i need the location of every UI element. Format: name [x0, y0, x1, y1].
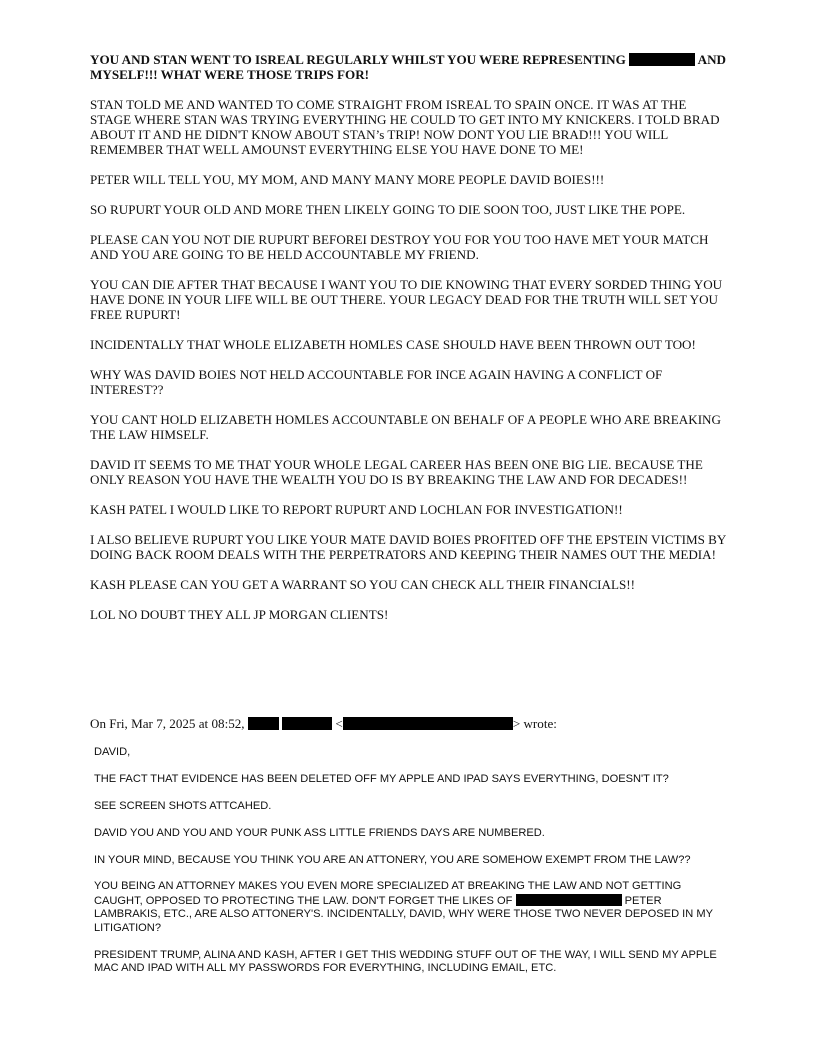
redaction-block: [282, 717, 332, 730]
heading-line-1: YOU AND STAN WENT TO ISREAL REGULARLY WHILST YOU WERE REPRESENTING: [90, 52, 626, 67]
email-body: [90, 52, 730, 637]
body-paragraph: STAN TOLD ME AND WANTED TO COME STRAIGHT FROM ISREAL TO SPAIN ONCE. IT WAS AT THE STAGE WHERE STAN WAS TRYING EVERYTHING HE COULD TO GET INTO MY KNICKERS. I TOLD BRAD ABOUT IT AND HE DIDN'T KNOW ABOUT STAN’s TRIP! NOW DONT YOU LIE BRAD!!! YOU WILL REMEMBER THAT WELL AMOUNST EVERYTHING ELSE YOU HAVE DONE TO ME!: [90, 97, 720, 157]
quoted-paragraph: THE FACT THAT EVIDENCE HAS BEEN DELETED OFF MY APPLE AND IPAD SAYS EVERYTHING, DOESN'T IT?: [94, 772, 669, 785]
redaction-block: [343, 717, 513, 730]
quote-header-prefix: On Fri, Mar 7, 2025 at 08:52,: [90, 716, 245, 731]
body-paragraph: INCIDENTALLY THAT WHOLE ELIZABETH HOMLES CASE SHOULD HAVE BEEN THROWN OUT TOO!: [90, 337, 696, 352]
quoted-paragraph: PRESIDENT TRUMP, ALINA AND KASH, AFTER I GET THIS WEDDING STUFF OUT OF THE WAY, I WILL SEND MY APPLE MAC AND IPAD WITH ALL MY PASSWORDS FOR EVERYTHING, INCLUDING EMAIL, ETC.: [94, 948, 717, 975]
body-paragraph: WHY WAS DAVID BOIES NOT HELD ACCOUNTABLE FOR INCE AGAIN HAVING A CONFLICT OF INTEREST??: [90, 367, 663, 397]
redaction-block: [516, 894, 622, 906]
body-paragraph: YOU CANT HOLD ELIZABETH HOMLES ACCOUNTABLE ON BEHALF OF A PEOPLE WHO ARE BREAKING THE LAW HIMSELF.: [90, 412, 721, 442]
redaction-block: [248, 717, 279, 730]
quoted-message: [94, 746, 724, 989]
heading-paragraph: [90, 52, 730, 82]
redaction-block: [629, 53, 695, 66]
quoted-paragraph: SEE SCREEN SHOTS ATTCAHED.: [94, 799, 272, 812]
quoted-text: YOU BEING AN ATTORNEY MAKES YOU EVEN MORE SPECIALIZED AT BREAKING THE LAW AND NOT GETTING CAUGHT, OPPOSED TO PROTECTING THE LAW. DON'T FORGET THE LIKES OF: [94, 880, 682, 907]
body-paragraph: YOU CAN DIE AFTER THAT BECAUSE I WANT YOU TO DIE KNOWING THAT EVERY SORDED THING YOU HAVE DONE IN YOUR LIFE WILL BE OUT THERE. YOUR LEGACY DEAD FOR THE TRUTH WILL SET YOU FREE RUPURT!: [90, 277, 723, 322]
quoted-paragraph: IN YOUR MIND, BECAUSE YOU THINK YOU ARE AN ATTONERY, YOU ARE SOMEHOW EXEMPT FROM THE LAW??: [94, 853, 691, 866]
quote-header-lt: <: [335, 716, 343, 731]
body-paragraph: PETER WILL TELL YOU, MY MOM, AND MANY MANY MORE PEOPLE DAVID BOIES!!!: [90, 172, 605, 187]
body-paragraph: KASH PLEASE CAN YOU GET A WARRANT SO YOU CAN CHECK ALL THEIR FINANCIALS!!: [90, 577, 635, 592]
quoted-paragraph: DAVID YOU AND YOU AND YOUR PUNK ASS LITTLE FRIENDS DAYS ARE NUMBERED.: [94, 826, 545, 839]
heading-line-2: AND MYSELF!!! WHAT WERE THOSE TRIPS FOR!: [90, 52, 727, 82]
body-paragraph: LOL NO DOUBT THEY ALL JP MORGAN CLIENTS!: [90, 607, 389, 622]
quote-header-suffix: > wrote:: [512, 716, 557, 731]
quoted-paragraph: DAVID,: [94, 746, 131, 758]
quote-header: [90, 716, 730, 731]
body-paragraph: I ALSO BELIEVE RUPURT YOU LIKE YOUR MATE DAVID BOIES PROFITED OFF THE EPSTEIN VICTIMS BY DOING BACK ROOM DEALS WITH THE PERPETRATORS AND KEEPING THEIR NAMES OUT THE MEDIA!: [90, 532, 726, 562]
body-paragraph: KASH PATEL I WOULD LIKE TO REPORT RUPURT AND LOCHLAN FOR INVESTIGATION!!: [90, 502, 623, 517]
body-paragraph: PLEASE CAN YOU NOT DIE RUPURT BEFOREI DESTROY YOU FOR YOU TOO HAVE MET YOUR MATCH AND YOU ARE GOING TO BE HELD ACCOUNTABLE MY FRIEND.: [90, 232, 709, 262]
body-paragraph: DAVID IT SEEMS TO ME THAT YOUR WHOLE LEGAL CAREER HAS BEEN ONE BIG LIE. BECAUSE THE ONLY REASON YOU HAVE THE WEALTH YOU DO IS BY BREAKING THE LAW AND FOR DECADES!!: [90, 457, 703, 487]
body-paragraph: SO RUPURT YOUR OLD AND MORE THEN LIKELY GOING TO DIE SOON TOO, JUST LIKE THE POPE.: [90, 202, 686, 217]
quoted-text: PETER LAMBRAKIS, ETC., ARE ALSO ATTONERY'S. INCIDENTALLY, DAVID, WHY WERE THOSE TWO NEVER DEPOSED IN MY LITIGATION?: [94, 894, 713, 934]
quoted-paragraph: [94, 880, 724, 935]
